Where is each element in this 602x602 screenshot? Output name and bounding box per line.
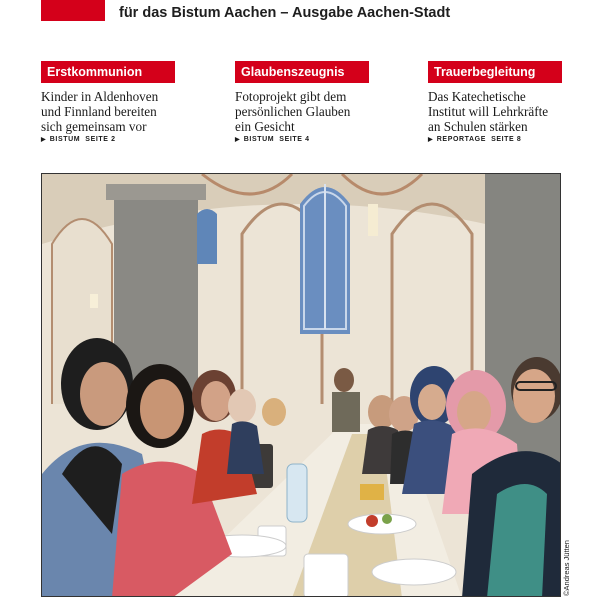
- teaser-text: [428, 89, 568, 134]
- teaser-page-ref[interactable]: [41, 136, 175, 143]
- teaser-line: Das Katechetische: [428, 89, 526, 104]
- stained-glass-window: [197, 209, 217, 264]
- teaser-label: Glaubenszeugnis: [235, 61, 369, 83]
- teaser-label: Trauerbegleitung: [428, 61, 562, 83]
- arrow-right-icon: ▶: [235, 137, 241, 143]
- pillar-capital: [106, 184, 206, 200]
- person-face: [334, 368, 354, 392]
- teaser-page: SEITE 4: [279, 136, 310, 143]
- teaser-text: [235, 89, 375, 134]
- teaser-line: an Schulen stärken: [428, 119, 528, 134]
- wall-lamp: [90, 294, 98, 308]
- person-face: [262, 398, 286, 426]
- teaser-line: Institut will Lehrkräfte: [428, 104, 549, 119]
- teaser-line: Kinder in Aldenhoven: [41, 89, 159, 104]
- photo-credit: ©Andreas Jütten: [562, 540, 571, 596]
- teaser-section: BISTUM: [49, 136, 81, 143]
- arrow-right-icon: ▶: [41, 137, 47, 143]
- photo-illustration: [42, 174, 561, 597]
- food: [382, 514, 392, 524]
- teaser-text: [41, 89, 181, 134]
- teaser-trauerbegleitung[interactable]: [428, 61, 562, 143]
- plate: [372, 559, 456, 585]
- food: [366, 515, 378, 527]
- person-face: [140, 379, 184, 439]
- person-face: [80, 362, 128, 426]
- teaser-line: und Finnland bereiten: [41, 104, 157, 119]
- wall-lamp: [368, 204, 378, 236]
- church-gathering-photo: [41, 173, 561, 597]
- teaser-section: REPORTAGE: [436, 136, 486, 143]
- teaser-page: SEITE 8: [491, 136, 522, 143]
- water-bottle: [287, 464, 307, 522]
- person-face: [228, 389, 256, 423]
- teaser-section: BISTUM: [243, 136, 275, 143]
- masthead-red-bar: [41, 0, 105, 21]
- teaser-erstkommunion[interactable]: [41, 61, 175, 143]
- cup: [304, 554, 348, 597]
- teaser-line: persönlichen Glauben: [235, 104, 351, 119]
- person-face: [201, 381, 231, 421]
- edition-line: für das Bistum Aachen – Ausgabe Aachen-Stadt: [119, 5, 451, 21]
- teaser-label: Erstkommunion: [41, 61, 175, 83]
- person-face: [457, 391, 491, 433]
- teaser-page-ref[interactable]: [235, 136, 369, 143]
- plate: [348, 514, 416, 534]
- teaser-line: sich gemeinsam vor: [41, 119, 147, 134]
- teaser-line: Fotoprojekt gibt dem: [235, 89, 347, 104]
- food: [360, 484, 384, 500]
- person-standing: [332, 392, 360, 432]
- arrow-right-icon: ▶: [428, 137, 434, 143]
- teaser-page: SEITE 2: [85, 136, 116, 143]
- teaser-page-ref[interactable]: [428, 136, 562, 143]
- person-face: [418, 384, 446, 420]
- teaser-line: ein Gesicht: [235, 119, 295, 134]
- person-face: [513, 369, 555, 423]
- teaser-glaubenszeugnis[interactable]: [235, 61, 369, 143]
